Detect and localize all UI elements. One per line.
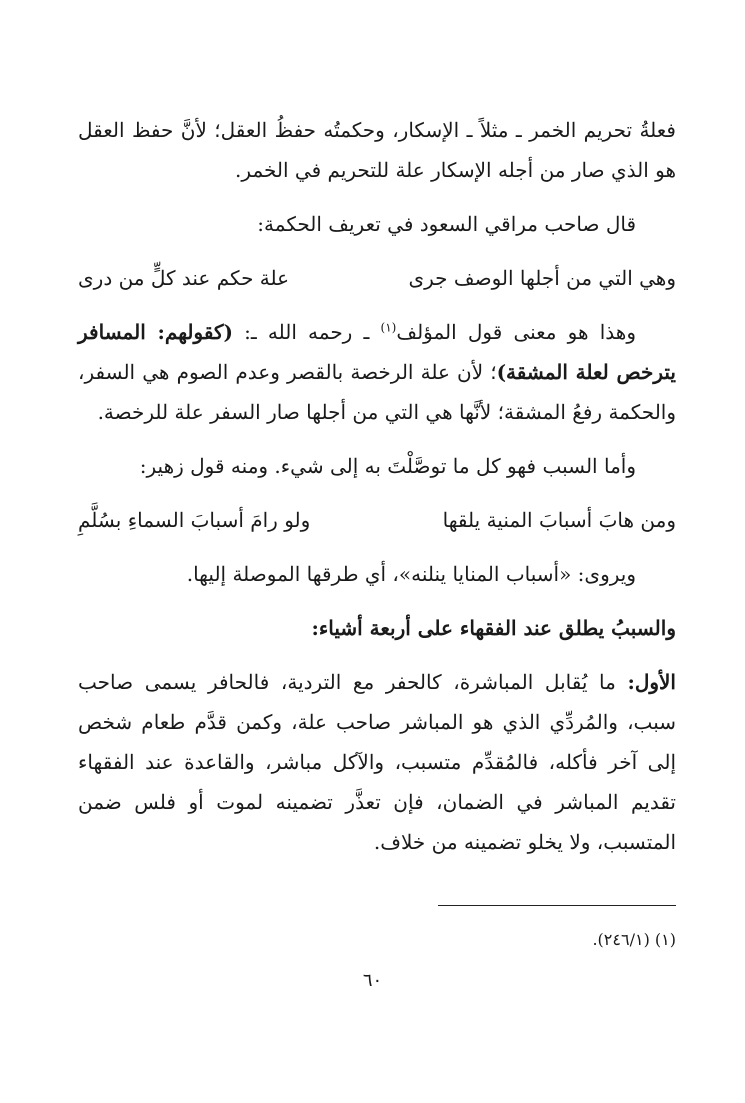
verse-1-first-hemistich: وهي التي من أجلها الوصف جرى [408,266,676,290]
verse-2-first-hemistich: ومن هابَ أسبابَ المنية يلقها [442,508,676,532]
verse-1 [78,258,676,298]
paragraph-3-text-c: ؛ لأن علة الرخصة بالقصر وعدم الصوم هي السفر، والحكمة رفعُ المشقة؛ لأنَّها هي التي من أجلها صار السفر علة للرخصة. [78,360,676,424]
verse-2 [78,500,676,540]
paragraph-6-heading: والسببُ يطلق عند الفقهاء على أربعة أشياء: [311,616,676,640]
paragraph-7 [78,662,676,862]
paragraph-7-label: الأول: [627,670,676,694]
paragraph-3 [78,312,676,432]
paragraph-2-text: قال صاحب مراقي السعود في تعريف الحكمة: [257,212,636,236]
paragraph-4-text: وأما السبب فهو كل ما توصَّلْتَ به إلى شيء. ومنه قول زهير: [139,454,636,478]
paragraph-2 [78,204,676,244]
verse-1-second-hemistich: علة حكم عند كلٍّ من درى [78,266,290,290]
paragraph-1-text: فعلةُ تحريم الخمر ـ مثلاً ـ الإسكار، وحكمتُه حفظُ العقل؛ لأنَّ حفظ العقل هو الذي صار من أجله الإسكار علة للتحريم في الخمر. [78,118,676,182]
footnote-divider [438,905,676,906]
paragraph-3-text-a: وهذا هو معنى قول المؤلف [396,320,636,344]
paragraph-5 [78,554,676,594]
paragraph-6 [78,608,676,648]
paragraph-3-text-b: ـ رحمه الله ـ: [232,320,381,344]
paragraph-1 [78,110,676,190]
page-number: ٦٠ [362,970,383,991]
paragraph-3-bold-quote: (كقولهم: المسافر يترخص لعلة المشقة) [78,320,676,384]
footnote-marker: (١) [654,930,676,949]
footnote-text: (٢٤٦/١). [592,930,650,949]
main-text [78,110,676,876]
footnote [300,926,676,954]
paragraph-5-text: ويروى: «أسباب المنايا ينلنه»، أي طرقها الموصلة إليها. [186,562,636,586]
paragraph-7-text: ما يُقابل المباشرة، كالحفر مع التردية، فالحافر يسمى صاحب سبب، والمُردِّي الذي هو المباشر صاحب علة، وكمن قدَّم طعام شخص إلى آخر فأكله، فالمُقدِّم متسبب، والآكل مباشر، والقاعدة عند الفقهاء تقديم المباشر في الضمان، فإن تعذَّر تضمينه لموت أو فلس ضمن المتسبب، ولا يخلو تضمينه من خلاف. [78,670,676,854]
verse-2-second-hemistich: ولو رامَ أسبابَ السماءِ بسُلَّمِ [78,508,311,532]
paragraph-4 [78,446,676,486]
footnote-reference: (١) [380,320,397,335]
